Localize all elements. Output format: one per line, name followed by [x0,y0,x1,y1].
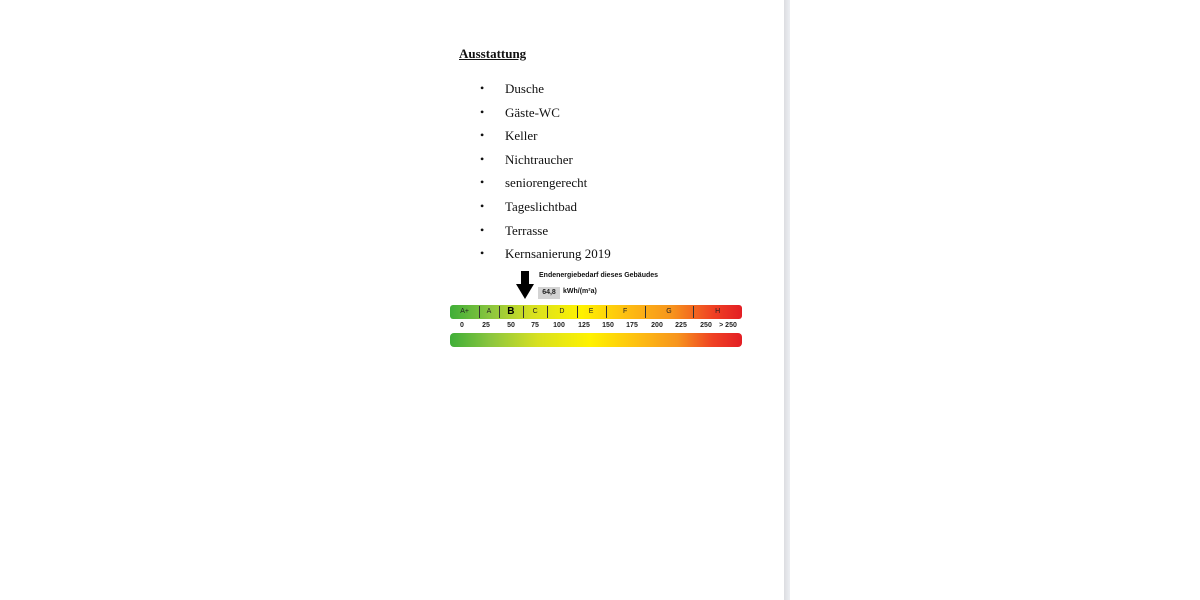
energy-scale-tick: 150 [602,322,614,329]
energy-class-divider [606,306,607,318]
energy-value: 64,8 [538,287,560,299]
energy-scale-tick: 175 [626,322,638,329]
energy-scale-tick-overflow: > 250 [719,322,737,329]
energy-scale-tick: 25 [482,322,490,329]
energy-scale-tick: 225 [675,322,687,329]
energy-class-divider [479,306,480,318]
energy-scale-tick: 50 [507,322,515,329]
energy-scale-tick: 100 [553,322,565,329]
energy-class-b: B [507,306,515,317]
amenity-item: • Gäste-WC [480,101,611,125]
energy-class-divider [645,306,646,318]
energy-class-a-plus: A+ [460,308,469,315]
section-heading: Ausstattung [459,46,527,61]
amenity-item: • Tageslichtbad [480,195,611,219]
arrow-down-icon [516,271,534,299]
energy-class-d: D [559,308,565,315]
energy-class-divider [523,306,524,318]
energy-efficiency-label [450,268,742,350]
energy-scale-bar [450,333,742,347]
energy-class-a: A [486,308,492,315]
amenity-item: • seniorengerecht [480,171,611,195]
energy-class-divider [499,306,500,318]
energy-scale-tick: 75 [531,322,539,329]
amenity-list [480,77,611,266]
energy-class-divider [547,306,548,318]
energy-class-h: H [715,308,721,315]
energy-scale-tick: 125 [578,322,590,329]
energy-class-g: G [666,308,672,315]
amenity-item: • Kernsanierung 2019 [480,242,611,266]
viewer-background [790,0,1200,600]
amenity-item: • Terrasse [480,219,611,243]
amenity-item: • Keller [480,124,611,148]
amenity-item: • Nichtraucher [480,148,611,172]
energy-scale-tick: 250 [700,322,712,329]
energy-class-divider [693,306,694,318]
amenity-item: • Dusche [480,77,611,101]
energy-class-e: E [588,308,594,315]
energy-class-divider [577,306,578,318]
energy-unit: kWh/(m²a) [563,288,597,295]
energy-class-f: F [623,308,628,315]
energy-class-bar [450,305,742,319]
energy-class-c: C [532,308,538,315]
energy-scale-tick: 0 [460,322,464,329]
energy-scale-tick: 200 [651,322,663,329]
energy-caption: Endenergiebedarf dieses Gebäudes [539,272,659,279]
